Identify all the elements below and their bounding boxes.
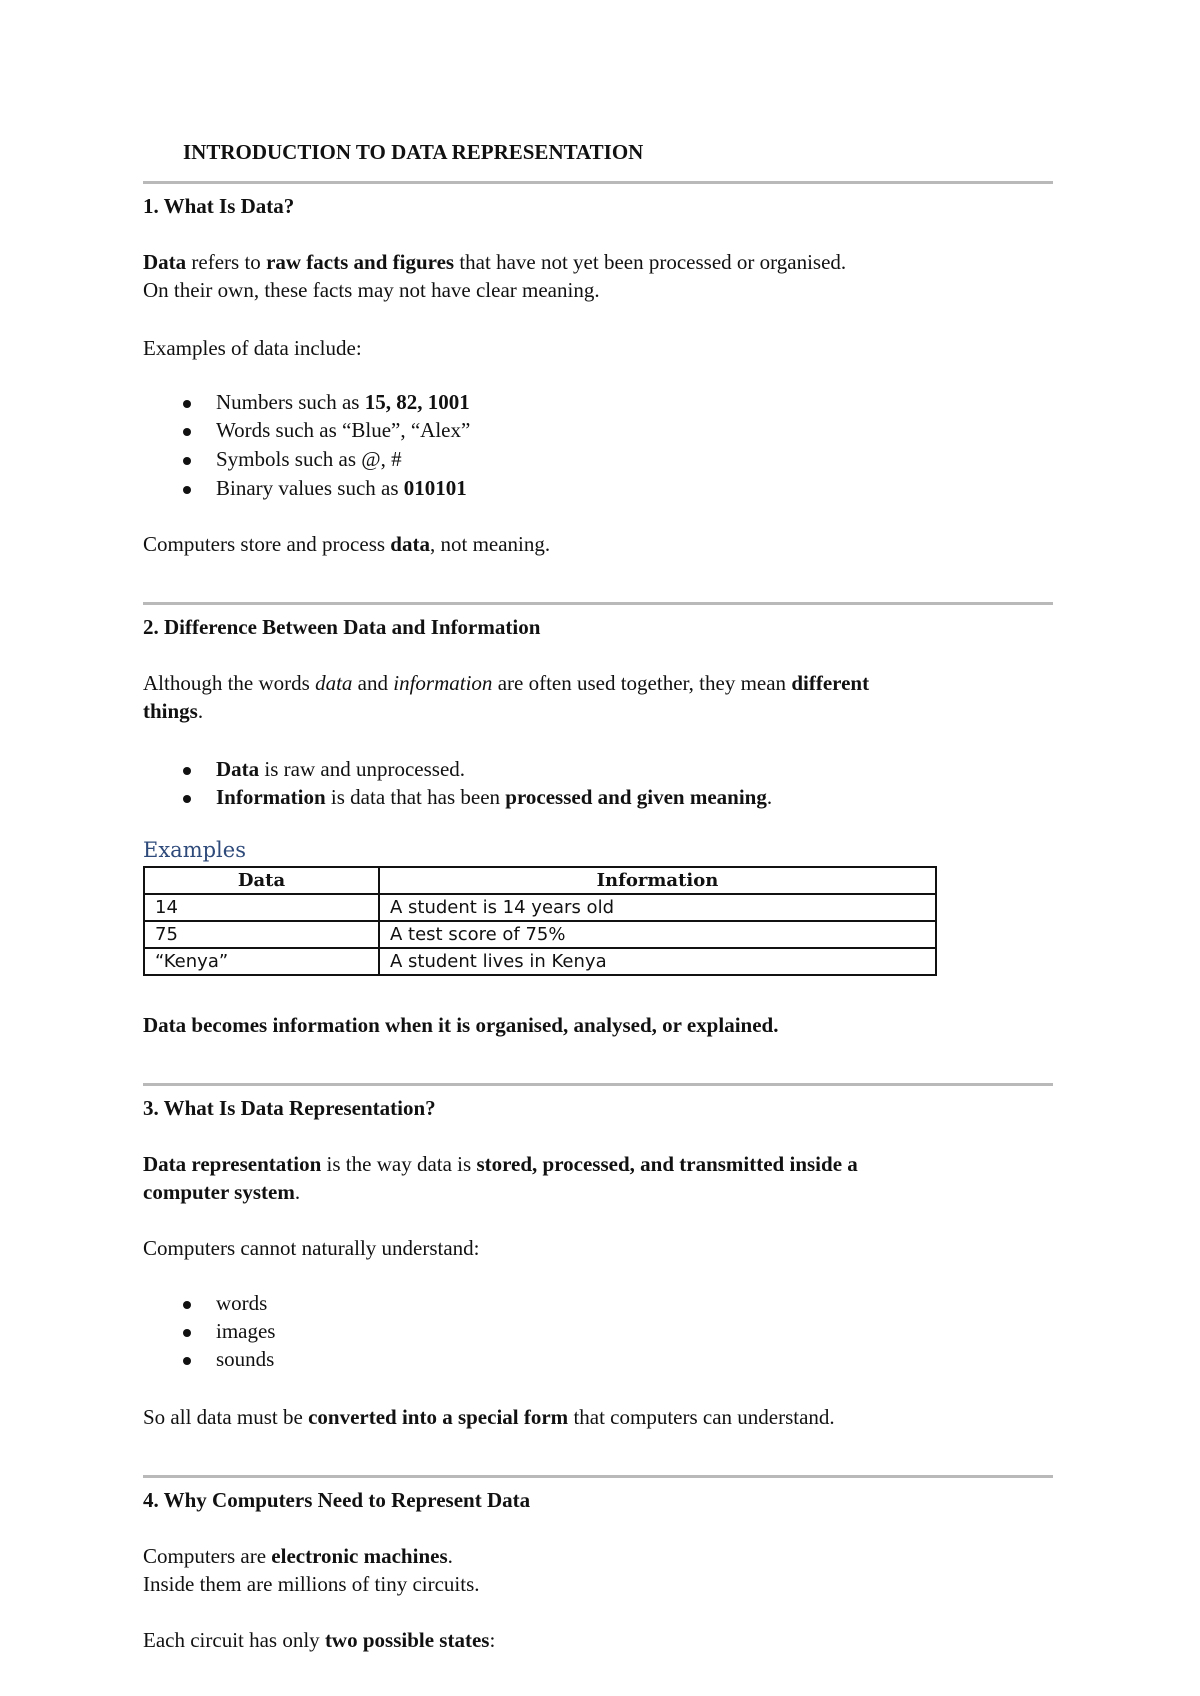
text-run: Computers are	[143, 1544, 272, 1568]
bullet-icon	[183, 428, 191, 436]
bullet-icon	[183, 400, 191, 408]
bold-term: Information	[216, 785, 326, 809]
bold-term: converted into a special form	[308, 1405, 569, 1429]
text-run: refers to	[186, 250, 267, 274]
text-run: that computers can understand.	[568, 1405, 835, 1429]
section-3-paragraph-2: Computers cannot naturally understand:	[143, 1236, 480, 1260]
bold-term: 010101	[403, 476, 467, 500]
text-run: that have not yet been processed or organised.	[454, 250, 847, 274]
text-run: .	[447, 1544, 453, 1568]
table-cell: A test score of 75%	[379, 921, 936, 948]
list-item: words	[216, 1291, 268, 1315]
table-header-cell: Data	[144, 867, 379, 894]
list-item: Words such as “Blue”, “Alex”	[216, 418, 471, 442]
italic-term: data	[315, 671, 353, 695]
text-run: So all data must be	[143, 1405, 309, 1429]
bold-term: computer system	[143, 1180, 295, 1204]
italic-term: information	[393, 671, 493, 695]
bold-term: data	[390, 532, 430, 556]
section-2-paragraph-1-cont	[143, 701, 203, 722]
text-run: Numbers such as	[216, 390, 365, 414]
section-4-paragraph-1	[143, 1546, 453, 1567]
section-1-paragraph-4	[143, 534, 550, 555]
section-2-conclusion: Data becomes information when it is organised, analysed, or explained.	[143, 1013, 779, 1037]
section-divider	[143, 602, 1053, 605]
list-item	[216, 478, 467, 499]
bullet-icon	[183, 457, 191, 465]
section-1-heading: 1. What Is Data?	[143, 194, 295, 218]
table-cell: 75	[144, 921, 379, 948]
table-cell: A student lives in Kenya	[379, 948, 936, 975]
table-header-row	[144, 867, 936, 894]
section-2-paragraph-1	[143, 673, 869, 694]
section-4-heading: 4. Why Computers Need to Represent Data	[143, 1488, 531, 1512]
section-3-paragraph-1	[143, 1154, 858, 1175]
table-row	[144, 948, 936, 975]
list-item	[216, 392, 470, 413]
text-run: .	[766, 785, 773, 809]
section-2-heading: 2. Difference Between Data and Information	[143, 615, 541, 639]
section-4-paragraph-3	[143, 1630, 495, 1651]
bullet-icon	[183, 1301, 191, 1309]
text-run: .	[294, 1180, 301, 1204]
section-divider	[143, 1083, 1053, 1086]
bold-term: Data	[143, 250, 187, 274]
bold-term: different	[791, 671, 870, 695]
table-header-cell: Information	[379, 867, 936, 894]
examples-table	[143, 866, 937, 976]
text-run: , not meaning.	[429, 532, 551, 556]
text-run: is the way data is	[321, 1152, 477, 1176]
section-1-paragraph-1	[143, 252, 846, 273]
bold-term: processed and given meaning	[505, 785, 767, 809]
bold-term: things	[143, 699, 198, 723]
list-item	[216, 787, 772, 808]
bullet-icon	[183, 1357, 191, 1365]
section-3-paragraph-3	[143, 1407, 835, 1428]
section-3-heading: 3. What Is Data Representation?	[143, 1096, 436, 1120]
section-1-paragraph-2: On their own, these facts may not have clear meaning.	[143, 278, 600, 302]
bullet-icon	[183, 1329, 191, 1337]
text-run: Each circuit has only	[143, 1628, 325, 1652]
bullet-icon	[183, 795, 191, 803]
bold-term: raw facts and figures	[266, 250, 455, 274]
text-run: is data that has been	[325, 785, 506, 809]
text-run: .	[197, 699, 204, 723]
text-run: :	[489, 1628, 496, 1652]
document-title: INTRODUCTION TO DATA REPRESENTATION	[183, 140, 644, 164]
table-row	[144, 894, 936, 921]
list-item	[216, 759, 465, 780]
bullet-icon	[183, 767, 191, 775]
text-run: and	[352, 671, 394, 695]
section-1-paragraph-3: Examples of data include:	[143, 336, 362, 360]
bold-term: two possible states	[324, 1628, 490, 1652]
list-item: images	[216, 1319, 276, 1343]
text-run: Although the words	[143, 671, 316, 695]
section-3-paragraph-1-cont	[143, 1182, 300, 1203]
table-row	[144, 921, 936, 948]
bold-term: stored, processed, and transmitted inside a	[476, 1152, 858, 1176]
bullet-icon	[183, 486, 191, 494]
text-run: are often used together, they mean	[492, 671, 792, 695]
bold-term: Data	[216, 757, 260, 781]
list-item: Symbols such as @, #	[216, 447, 402, 471]
bold-term: Data representation	[143, 1152, 322, 1176]
section-divider	[143, 1475, 1053, 1478]
text-run: Binary values such as	[216, 476, 404, 500]
text-run: Computers store and process	[143, 532, 391, 556]
table-cell: 14	[144, 894, 379, 921]
bold-term: 15, 82, 1001	[364, 390, 470, 414]
section-4-paragraph-2: Inside them are millions of tiny circuits.	[143, 1572, 480, 1596]
bold-term: electronic machines	[271, 1544, 448, 1568]
section-divider	[143, 181, 1053, 184]
table-cell: “Kenya”	[144, 948, 379, 975]
list-item: sounds	[216, 1347, 275, 1371]
table-cell: A student is 14 years old	[379, 894, 936, 921]
examples-heading: Examples	[143, 838, 246, 862]
text-run: is raw and unprocessed.	[259, 757, 466, 781]
